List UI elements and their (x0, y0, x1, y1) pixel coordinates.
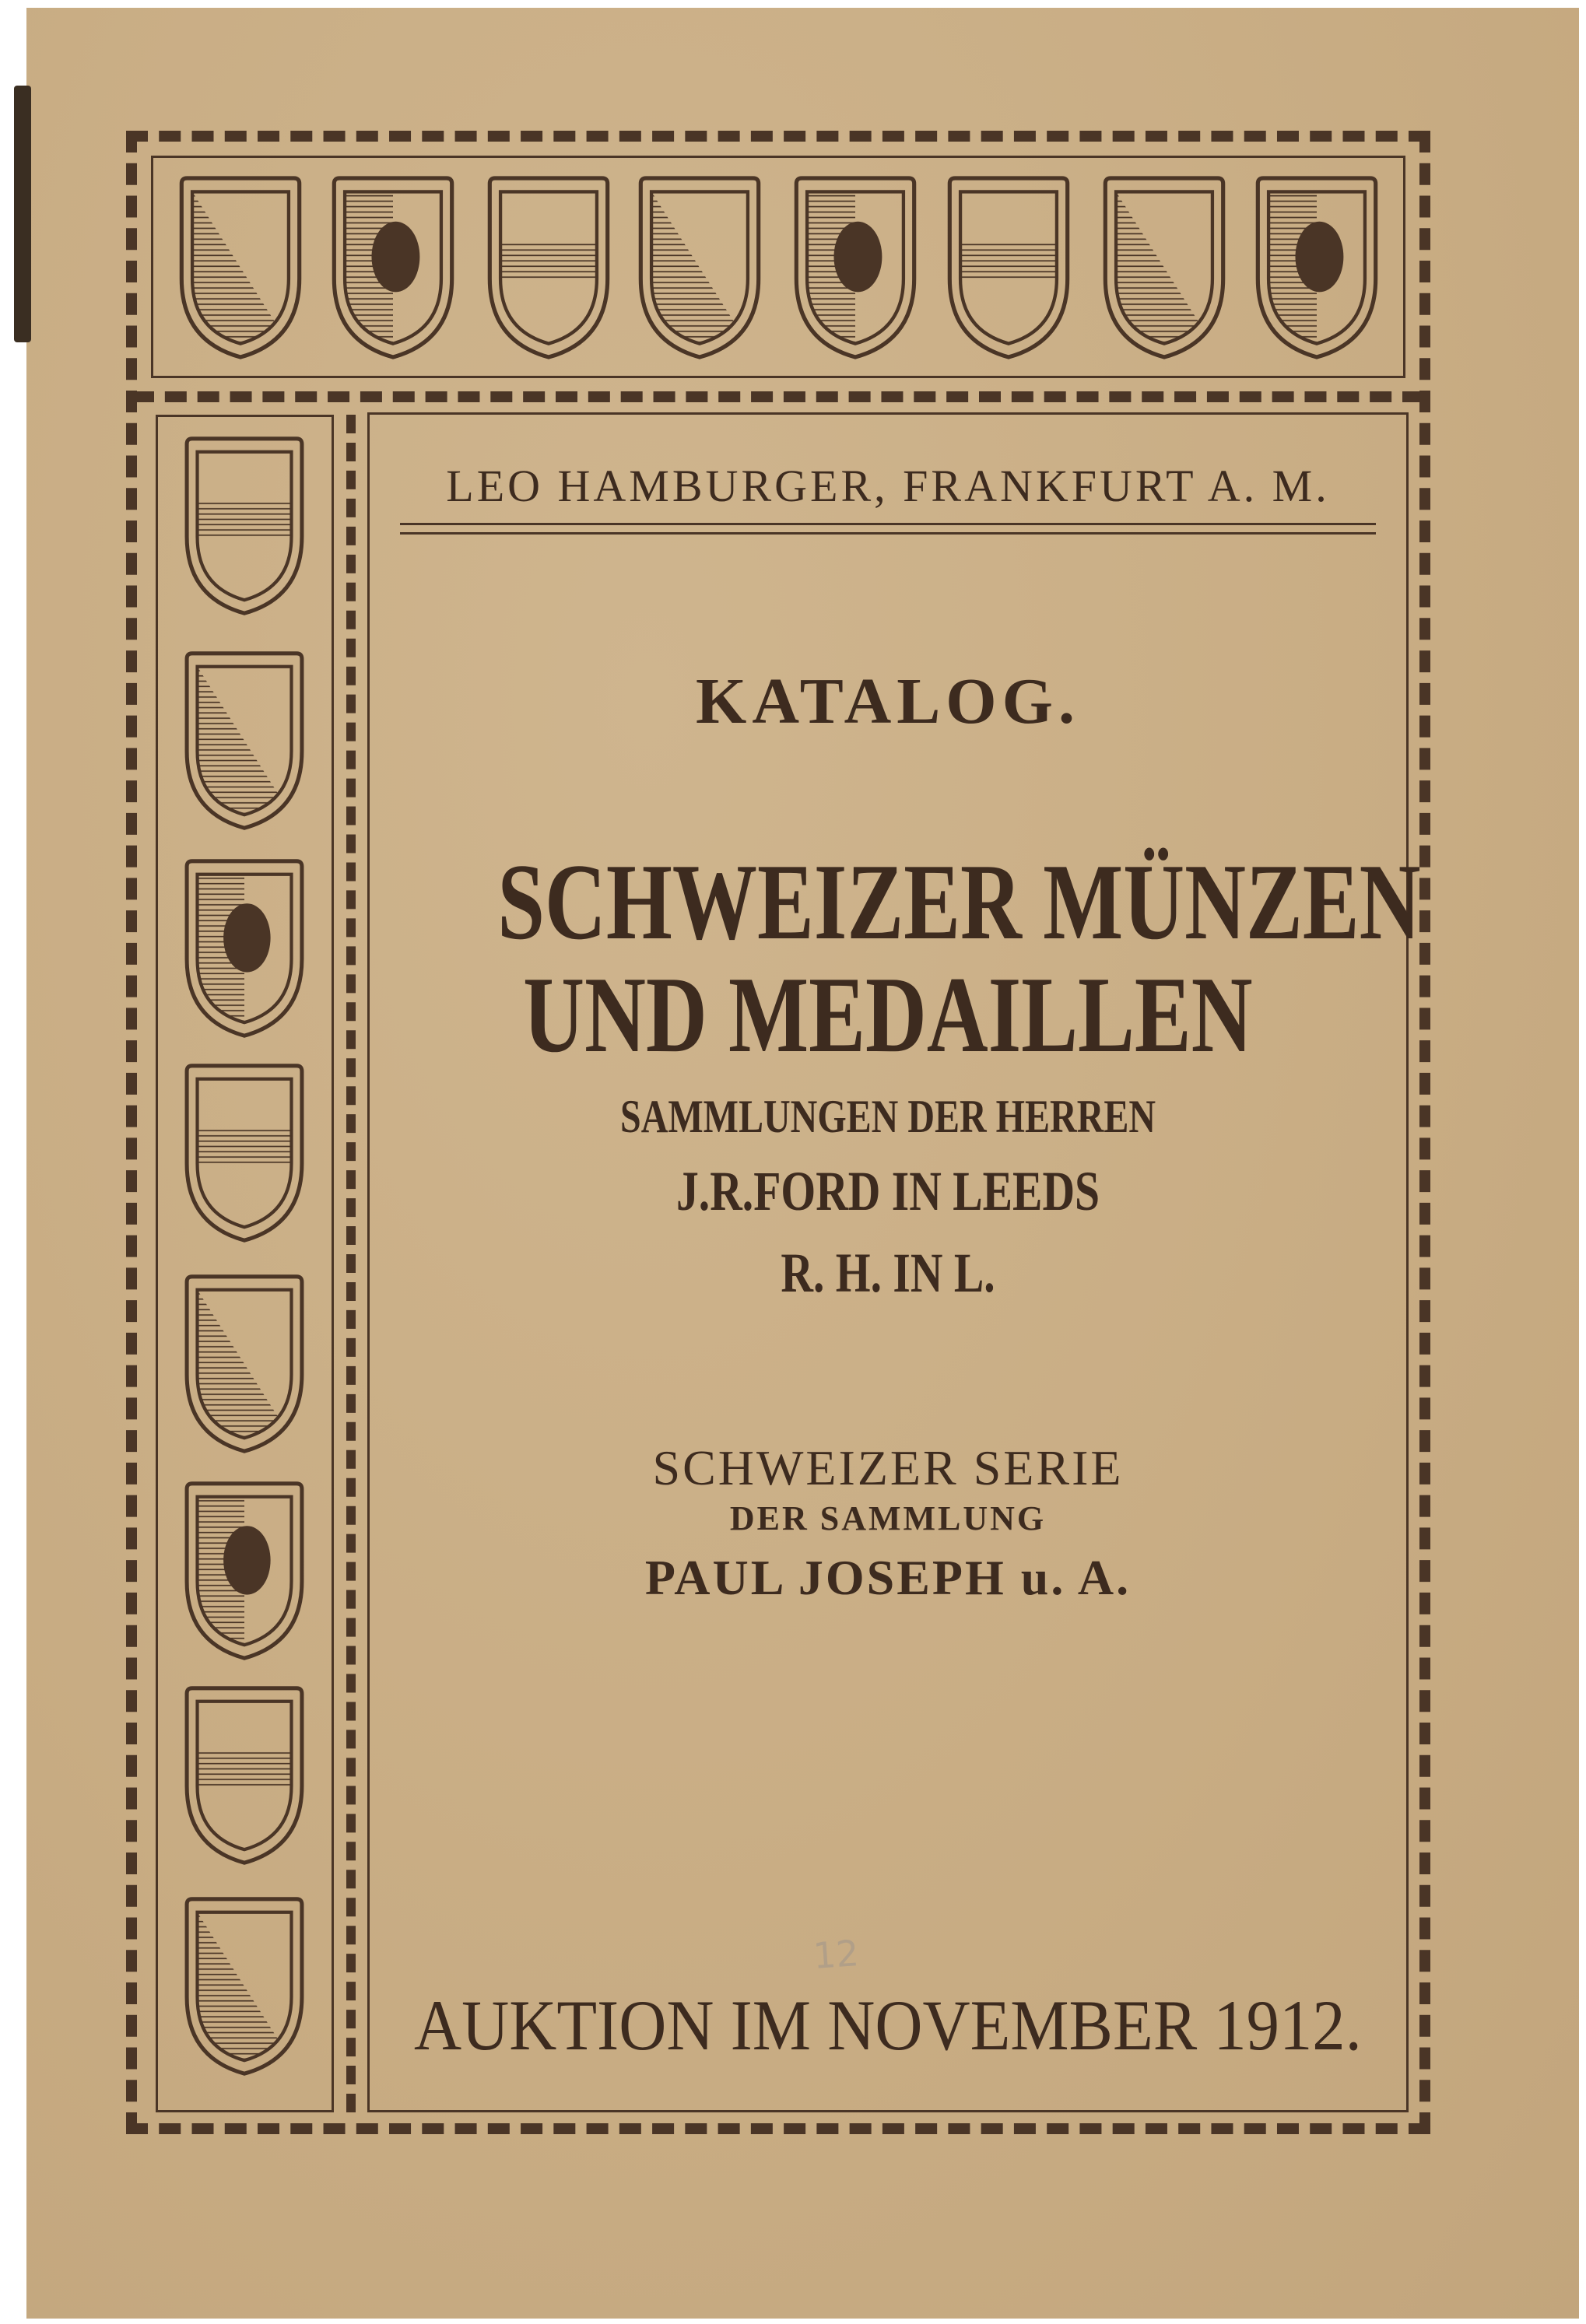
coat-of-arms-diagonal-icon (174, 173, 307, 363)
katalog-text: KATALOG. (696, 665, 1080, 738)
coat-of-arms-pale-hatched-icon (179, 1894, 310, 2079)
coat-of-arms-bear-rampant-icon (179, 1478, 310, 1663)
collector1-text: J.R.FORD IN LEEDS (675, 1160, 1100, 1222)
coat-of-arms-pale-icon (482, 173, 616, 363)
title-line1-text: SCHWEIZER MÜNZEN (497, 842, 1421, 962)
coat-of-arms-saint-icon (1250, 173, 1384, 363)
coat-of-arms-fasces-icon (179, 648, 310, 833)
coat-of-arms-cross-pale-icon (179, 1683, 310, 1868)
title-area (367, 412, 1421, 2112)
series3-text: PAUL JOSEPH u. A. (644, 1550, 1132, 1605)
series-line2 (367, 1499, 1409, 1537)
collections-intro (367, 1093, 1409, 1140)
series2-text: DER SAMMLUNG (729, 1499, 1047, 1537)
pencil-annotation: 12 (812, 1932, 861, 1977)
series-line1 (367, 1440, 1409, 1495)
title-line2-text: UND MEDAILLEN (523, 955, 1253, 1075)
publisher-line (367, 461, 1409, 511)
coat-of-arms-knights-icon (179, 1060, 310, 1246)
coat-of-arms-ibex-icon (179, 856, 310, 1041)
coat-of-arms-eagle-key-icon (179, 433, 310, 619)
series1-text: SCHWEIZER SERIE (652, 1440, 1124, 1495)
collector-ford (367, 1160, 1409, 1222)
collector-rh (367, 1242, 1409, 1304)
coat-of-arms-bear-icon (326, 173, 460, 363)
katalog-heading (367, 665, 1409, 738)
series-line3 (367, 1550, 1409, 1605)
coat-of-arms-crozier-icon (179, 1271, 310, 1456)
main-title-line2 (367, 955, 1409, 1075)
main-title-line1 (367, 842, 1421, 962)
collector2-text: R. H. IN L. (781, 1242, 995, 1304)
coat-of-arms-keys-icon (942, 173, 1075, 363)
coat-of-arms-bull-head-icon (633, 173, 767, 363)
dotted-divider-vertical (346, 415, 356, 2112)
dotted-divider-horizontal (132, 391, 1424, 402)
double-rule-bottom (400, 532, 1376, 535)
binding-spine (14, 86, 31, 342)
coat-of-arms-cross-icon (788, 173, 922, 363)
auction-date (367, 1986, 1409, 2065)
collections-intro-text: SAMMLUNGEN DER HERREN (619, 1091, 1156, 1142)
publisher-text: LEO HAMBURGER, FRANKFURT A. M. (446, 461, 1330, 511)
double-rule-top (400, 523, 1376, 525)
auction-text: AUKTION IM NOVEMBER 1912. (414, 1986, 1362, 2065)
coat-of-arms-fess-icon (1097, 173, 1231, 363)
